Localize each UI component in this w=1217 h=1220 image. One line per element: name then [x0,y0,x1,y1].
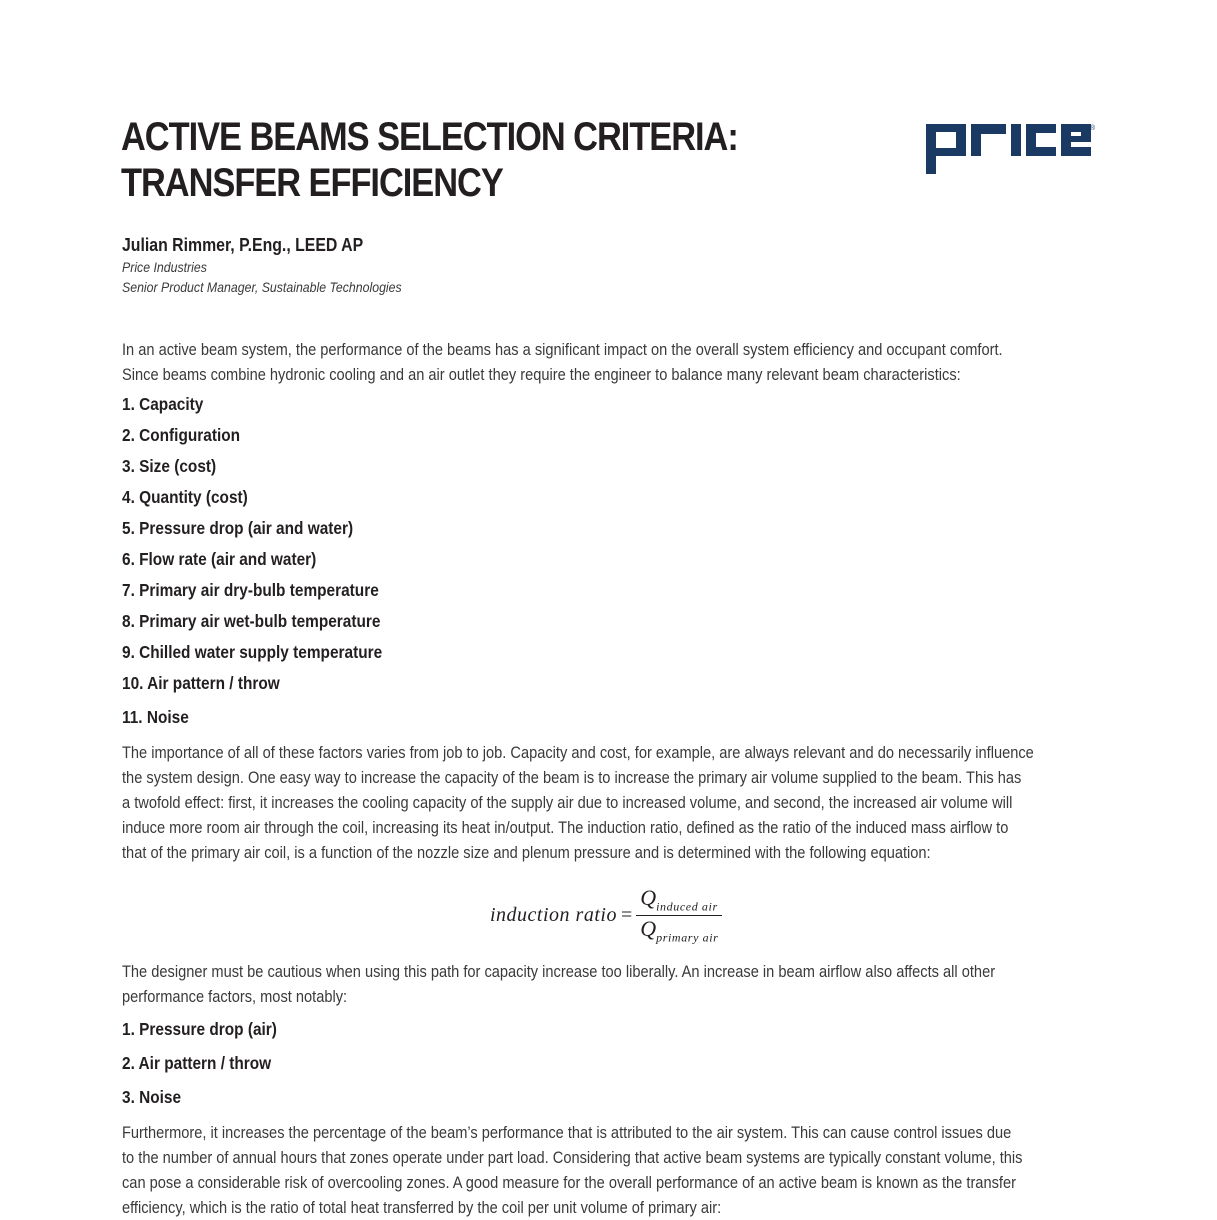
text-line: Since beams combine hydronic cooling and an air outlet they require the engineer to balance many relevant beam characteristics: [122,365,961,384]
text-line: In an active beam system, the performance of the beams has a significant impact on the overall system efficiency and occupant comfort. [122,340,1003,359]
text-line: the system design. One easy way to increase the capacity of the beam is to increase the primary air volume supplied to the beam. This has [122,768,1022,787]
logo-letter-p [926,124,966,174]
text-line: induce more room air through the coil, increasing its heat in/output. The induction ratio, defined as the ratio of the induced mass airflow to [122,818,1009,837]
list-item: 2. Air pattern / throw [122,1053,272,1073]
registered-mark: ® [1090,125,1096,132]
title-line: ACTIVE BEAMS SELECTION CRITERIA: [121,115,738,159]
equation-fraction [636,885,722,946]
caution-paragraph [122,959,1081,1009]
text-line: a twofold effect: first, it increases the cooling capacity of the supply air due to increased volume, and second, the increased air volume will [122,793,1013,812]
equals-sign: = [620,903,633,926]
text-line: can pose a considerable risk of overcooling zones. A good measure for the overall performance of an active beam is known as the transfer [122,1173,1016,1192]
author-position: Senior Product Manager, Sustainable Technologies [122,279,402,295]
logo-letter-e [1061,124,1091,156]
equation-lhs: induction ratio [490,903,617,926]
importance-paragraph [122,740,1081,865]
fraction-numerator: $Q_{induced air}$ [636,885,721,916]
list-item: 10. Air pattern / throw [122,673,280,693]
text-line: The designer must be cautious when using this path for capacity increase too liberally. An increase in beam airflow also affects all other [122,962,996,981]
logo-letter-i [1011,124,1021,156]
text-line: performance factors, most notably: [122,987,348,1006]
price-logo [926,122,1096,176]
list-item: 7. Primary air dry-bulb temperature [122,580,379,600]
intro-paragraph [122,337,1081,387]
text-line: to the number of annual hours that zones operate under part load. Considering that active beam systems are typically constant volume, this [122,1148,1023,1167]
fraction-denominator: $Q_{primary air}$ [640,916,719,945]
list-item: 1. Pressure drop (air) [122,1019,277,1039]
author-name: Julian Rimmer, P.Eng., LEED AP [122,235,364,255]
list-item: 11. Noise [122,707,189,727]
text-line: efficiency, which is the ratio of total heat transferred by the coil per unit volume of primary air: [122,1198,722,1217]
list-item: 3. Size (cost) [122,456,217,476]
list-item: 8. Primary air wet-bulb temperature [122,611,381,631]
list-item: 1. Capacity [122,394,204,414]
page-title [121,114,775,206]
logo-letter-r [971,124,1006,156]
logo-letter-c [1026,124,1056,156]
list-item: 5. Pressure drop (air and water) [122,518,354,538]
title-line: TRANSFER EFFICIENCY [121,161,503,205]
author-company: Price Industries [122,259,207,275]
furthermore-paragraph [122,1120,1081,1220]
text-line: Furthermore, it increases the percentage of the beam’s performance that is attributed to the air system. This can cause control issues due [122,1123,1012,1142]
text-line: that of the primary air coil, is a function of the nozzle size and plenum pressure and is determined with the following equation: [122,843,931,862]
induction-ratio-equation [490,880,722,950]
list-item: 9. Chilled water supply temperature [122,642,383,662]
text-line: The importance of all of these factors varies from job to job. Capacity and cost, for example, are always relevant and do necessarily influence [122,743,1034,762]
list-item: 6. Flow rate (air and water) [122,549,317,569]
list-item: 2. Configuration [122,425,241,445]
list-item: 4. Quantity (cost) [122,487,248,507]
list-item: 3. Noise [122,1087,182,1107]
